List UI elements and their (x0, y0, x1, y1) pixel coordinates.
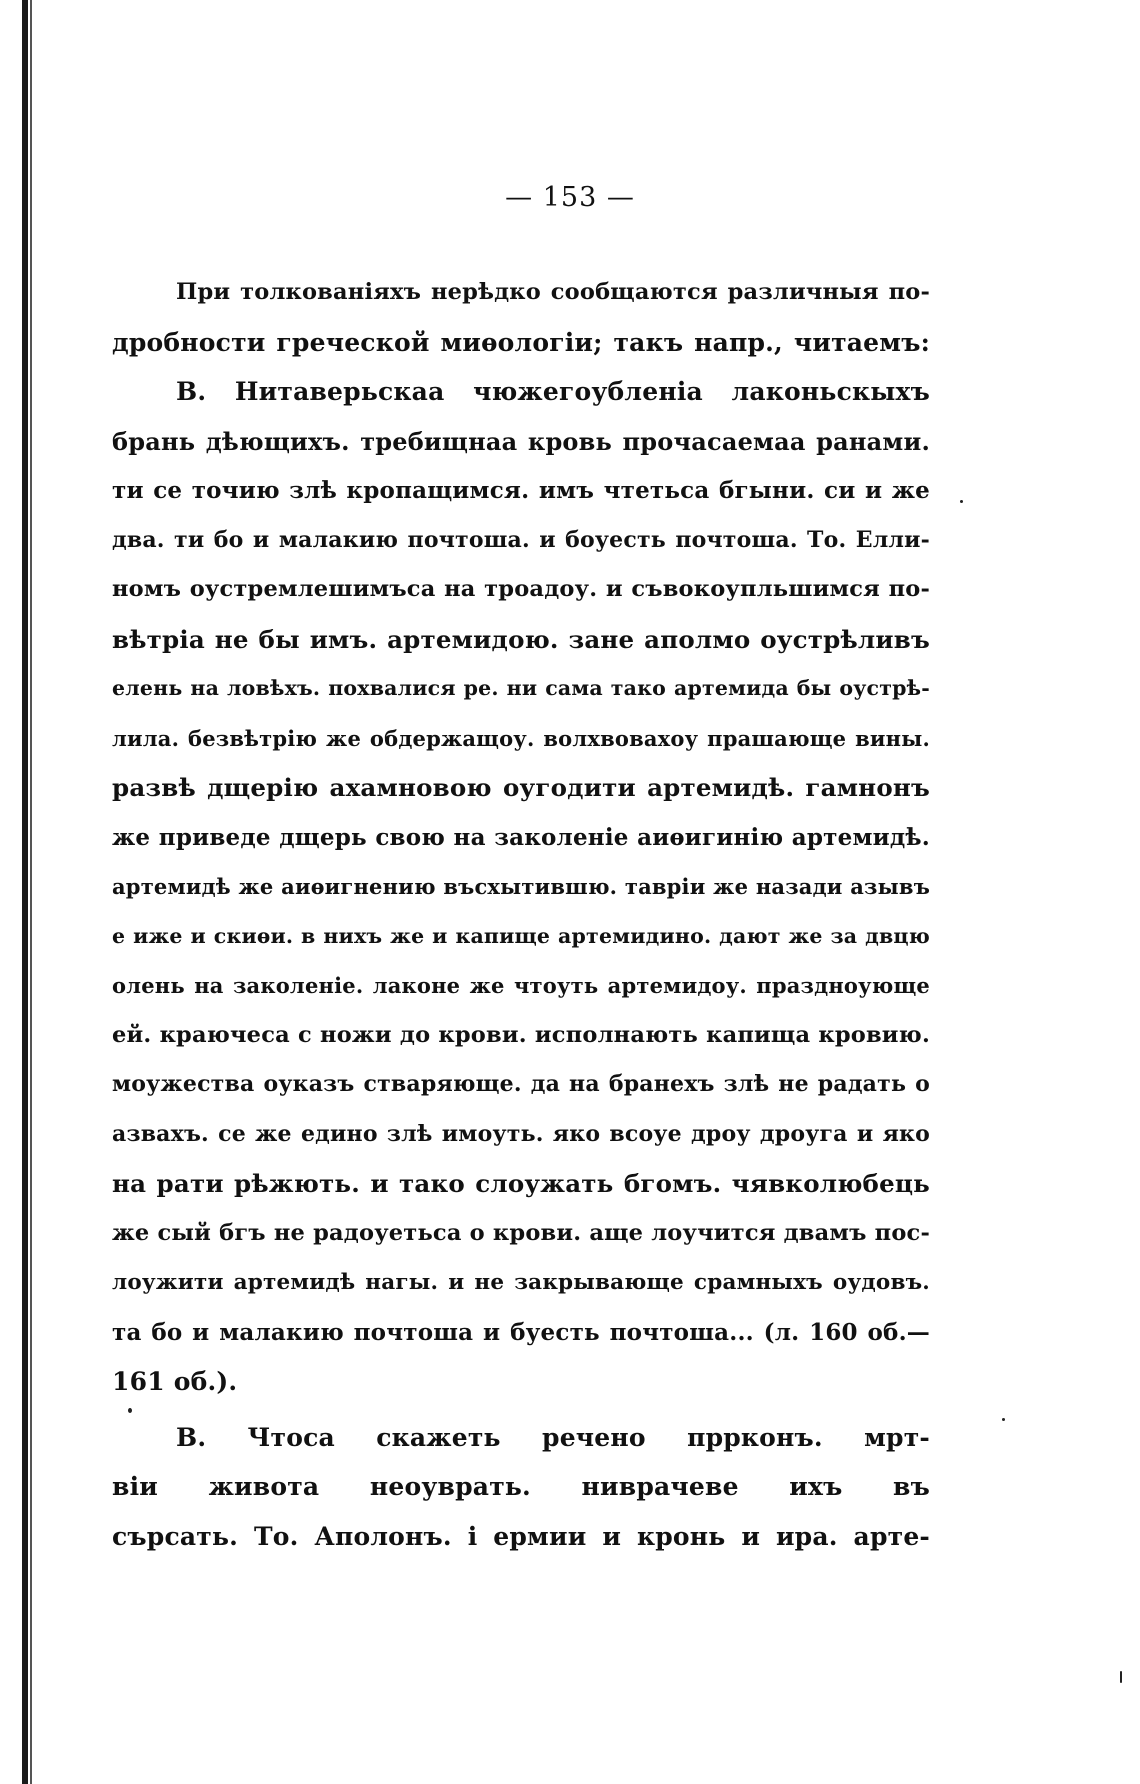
text-line: на рати рѣжють. и тако слоужать бгомъ. чявколюбець (112, 1169, 930, 1198)
text-line: номъ оустремлешимъса на троадоу. и съвокоупльшимся по- (112, 576, 930, 602)
text-line: та бо и малакию почтоша и буесть почтоша... (л. 160 об.— (112, 1318, 930, 1346)
text-line: В. Чтоса скажеть речено пррконъ. мрт- (176, 1422, 930, 1452)
text-line: ти се точию злѣ кропащимся. имъ чтетьса бгыни. си и же (112, 477, 930, 504)
text-line: ей. краючеса с ножи до крови. исполнають капища кровию. (112, 1021, 930, 1048)
text-line: же приведе дщерь свою на заколеніе аиѳигинію артемидѣ. (112, 823, 930, 851)
text-line: сърсать. То. Аполонъ. і ермии и кронь и ира. арте- (112, 1521, 930, 1551)
text-line: дробности греческой миѳологіи; такъ напр., читаемъ: (112, 327, 930, 357)
text-line: азвахъ. се же едино злѣ имоуть. яко всоуе дроу дроуга и яко (112, 1120, 930, 1147)
text-line: лоужити артемидѣ нагы. и не закрывающе срамныхъ оудовъ. (112, 1270, 930, 1295)
text-line: е иже и скиѳи. в нихъ же и капище артемидино. дают же за двцю (112, 923, 930, 948)
page-number: — 153 — (505, 182, 635, 213)
text-line: лила. безвѣтрію же обдержащоу. волхвовахоу прашающе вины. (112, 725, 930, 751)
ink-speck (1120, 1671, 1122, 1683)
text-line: артемидѣ же аиѳигнению въсхытившю. тавріи же назади азывъ (112, 874, 930, 899)
text-line: 161 об.). (112, 1367, 238, 1396)
text-line: же сый бгъ не радоуетьса о крови. аще лоучится двамъ пос- (112, 1219, 930, 1246)
body-text (112, 268, 930, 1561)
text-line: олень на заколеніе. лаконе же чтоуть артемидоу. праздноующе (112, 973, 930, 998)
text-line: В. Нитаверьскаа чюжегоубленіа лаконьскыхъ (176, 377, 930, 406)
page-binding-shadow (30, 0, 32, 1784)
text-line: віи живота неоуврать. ниврачеве ихъ въ (112, 1472, 930, 1501)
text-line: моужества оуказъ стваряюще. да на бранехъ злѣ не радать о (112, 1071, 930, 1097)
text-line: два. ти бо и малакию почтоша. и боуесть почтоша. То. Елли- (112, 526, 930, 553)
page-binding-edge (22, 0, 28, 1784)
text-line: вѣтріа не бы имъ. артемидою. зане аполмо оустрѣливъ (112, 624, 930, 654)
ink-speck (1002, 1418, 1005, 1421)
text-line: брань дѣющихъ. требищнаа кровь прочасаемаа ранами. (112, 426, 930, 456)
text-line: развѣ дщерію ахамновою оугодити артемидѣ. гамнонъ (112, 773, 930, 802)
ink-speck (128, 1408, 132, 1413)
text-line: При толкованіяхъ нерѣдко сообщаются различныя по- (176, 279, 930, 305)
text-line: елень на ловѣхъ. похвалися ре. ни сама тако артемида бы оустрѣ- (112, 676, 930, 700)
ink-speck (960, 500, 963, 503)
